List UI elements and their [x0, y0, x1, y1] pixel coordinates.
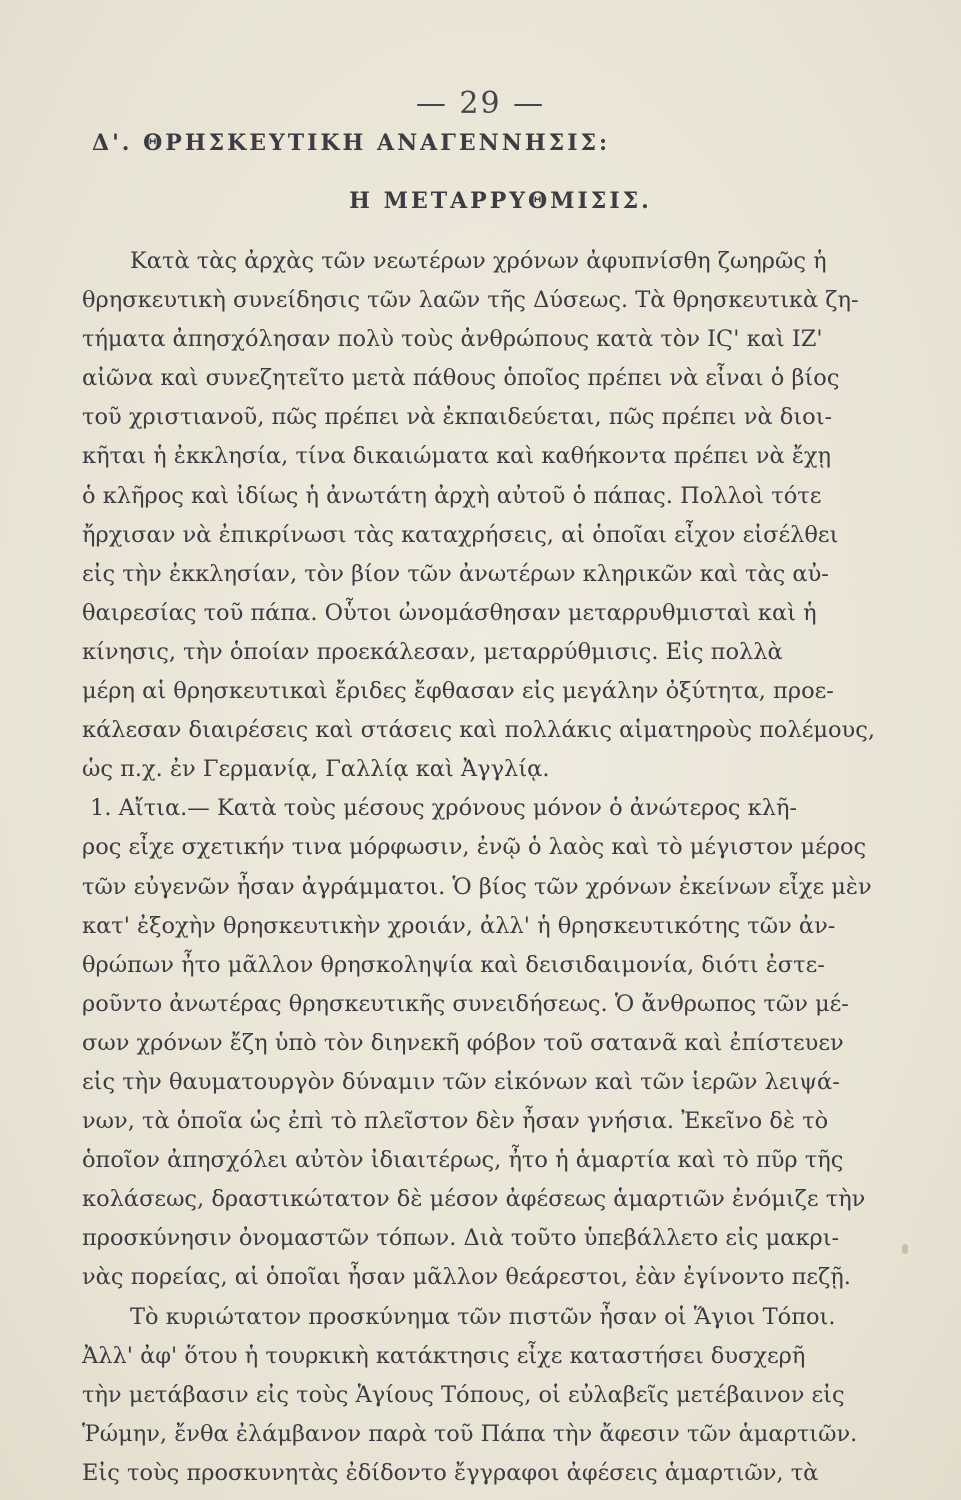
text-line: αἰῶνα καὶ συνεζητεῖτο μετὰ πάθους ὁποῖος πρέπει νὰ εἶναι ὁ βίος	[82, 365, 840, 392]
text-line: Τὸ κυριώτατον προσκύνημα τῶν πιστῶν ἦσαν οἱ Ἅγιοι Τόποι.	[130, 1303, 836, 1330]
text-line: θρώπων ἦτο μᾶλλον θρησκοληψία καὶ δεισιδαιμονία, διότι ἐστε-	[82, 951, 825, 978]
text-line: κίνησις, τὴν ὁποίαν προεκάλεσαν, μεταρρύθμισις. Εἰς πολλὰ	[82, 638, 783, 665]
text-line: τοῦ χριστιανοῦ, πῶς πρέπει νὰ ἐκπαιδεύεται, πῶς πρέπει νὰ διοι-	[82, 404, 833, 431]
paper-spot	[902, 1244, 908, 1254]
text-line: προσκύνησιν ὀνομαστῶν τόπων. Διὰ τοῦτο ὑπεβάλλετο εἰς μακρι-	[82, 1225, 840, 1252]
text-line: Εἰς τοὺς προσκυνητὰς ἐδίδοντο ἔγγραφοι ἀφέσεις ἁμαρτιῶν, τὰ	[82, 1459, 819, 1486]
text-line: μέρη αἱ θρησκευτικαὶ ἔριδες ἔφθασαν εἰς μεγάλην ὀξύτητα, προε-	[82, 678, 834, 705]
text-line: κολάσεως, δραστικώτατον δὲ μέσον ἀφέσεως ἁμαρτιῶν ἐνόμιζε τὴν	[82, 1186, 866, 1213]
text-line: νων, τὰ ὁποῖα ὡς ἐπὶ τὸ πλεῖστον δὲν ἦσαν γνήσια. Ἐκεῖνο δὲ τὸ	[82, 1108, 829, 1135]
text-line: ροῦντο ἀνωτέρας θρησκευτικῆς συνειδήσεως. Ὁ ἄνθρωπος τῶν μέ-	[82, 990, 849, 1017]
text-line: ἤρχισαν νὰ ἐπικρίνωσι τὰς καταχρήσεις, αἱ ὁποῖαι εἶχον εἰσέλθει	[82, 521, 839, 548]
text-line: Ἀλλ' ἀφ' ὅτου ἡ τουρκικὴ κατάκτησις εἶχε καταστήσει δυσχερῆ	[82, 1342, 806, 1369]
text-line: κάλεσαν διαιρέσεις καὶ στάσεις καὶ πολλάκις αἱματηροὺς πολέμους,	[82, 717, 875, 744]
text-line: θαιρεσίας τοῦ πάπα. Οὗτοι ὠνομάσθησαν μεταρρυθμισταὶ καὶ ἡ	[82, 599, 817, 626]
text-line: ὡς π.χ. ἐν Γερμανίᾳ, Γαλλίᾳ καὶ Ἀγγλίᾳ.	[82, 756, 550, 783]
text-line: νὰς πορείας, αἱ ὁποῖαι ἦσαν μᾶλλον θεάρεστοι, ἐὰν ἐγίνοντο πεζῇ.	[82, 1264, 851, 1291]
section-title: Η ΜΕΤΑΡΡΥΘΜΙΣΙΣ.	[349, 188, 652, 214]
text-line: σων χρόνων ἔζη ὑπὸ τὸν διηνεκῆ φόβον τοῦ σατανᾶ καὶ ἐπίστευεν	[82, 1029, 844, 1056]
section-1-line: 1. Αἴτια.— Κατὰ τοὺς μέσους χρόνους μόνον ὁ ἀνώτερος κλῆ-	[90, 795, 798, 822]
text-line: Κατὰ τὰς ἀρχὰς τῶν νεωτέρων χρόνων ἀφυπνίσθη ζωηρῶς ἡ	[130, 248, 827, 274]
text-line: ὁ κλῆρος καὶ ἰδίως ἡ ἀνωτάτη ἀρχὴ αὐτοῦ ὁ πάπας. Πολλοὶ τότε	[82, 482, 822, 509]
text-line: ὁποῖον ἀπησχόλει αὐτὸν ἰδιαιτέρως, ἦτο ἡ ἁμαρτία καὶ τὸ πῦρ τῆς	[82, 1147, 844, 1174]
page-number: — 29 —	[415, 86, 546, 121]
text-line: κατ' ἐξοχὴν θρησκευτικὴν χροιάν, ἀλλ' ἡ θρησκευτικότης τῶν ἀν-	[82, 912, 836, 939]
text-line: ρος εἶχε σχετικήν τινα μόρφωσιν, ἐνῷ ὁ λαὸς καὶ τὸ μέγιστον μέρος	[82, 834, 867, 861]
chapter-heading: Δ'. ΘΡΗΣΚΕΥΤΙΚΗ ΑΝΑΓΕΝΝΗΣΙΣ:	[92, 130, 611, 156]
text-line: τήματα ἀπησχόλησαν πολὺ τοὺς ἀνθρώπους κατὰ τὸν ΙϚ' καὶ ΙΖ'	[82, 326, 823, 353]
text-line: τὴν μετάβασιν εἰς τοὺς Ἁγίους Τόπους, οἱ εὐλαβεῖς μετέβαινον εἰς	[82, 1381, 845, 1408]
text-line: τῶν εὐγενῶν ἦσαν ἀγράμματοι. Ὁ βίος τῶν χρόνων ἐκείνων εἶχε μὲν	[82, 873, 872, 900]
text-line: κῆται ἡ ἐκκλησία, τίνα δικαιώματα καὶ καθήκοντα πρέπει νὰ ἔχῃ	[82, 443, 832, 470]
body-text	[82, 242, 882, 1493]
text-line: Ῥώμην, ἔνθα ἐλάμβανον παρὰ τοῦ Πάπα τὴν ἄφεσιν τῶν ἁμαρτιῶν.	[82, 1420, 858, 1447]
text-line: εἰς τὴν θαυματουργὸν δύναμιν τῶν εἰκόνων καὶ τῶν ἱερῶν λειψά-	[82, 1068, 840, 1095]
text-line: θρησκευτικὴ συνείδησις τῶν λαῶν τῆς Δύσεως. Τὰ θρησκευτικὰ ζη-	[82, 287, 859, 314]
text-line: εἰς τὴν ἐκκλησίαν, τὸν βίον τῶν ἀνωτέρων κληρικῶν καὶ τὰς αὐ-	[82, 560, 829, 587]
